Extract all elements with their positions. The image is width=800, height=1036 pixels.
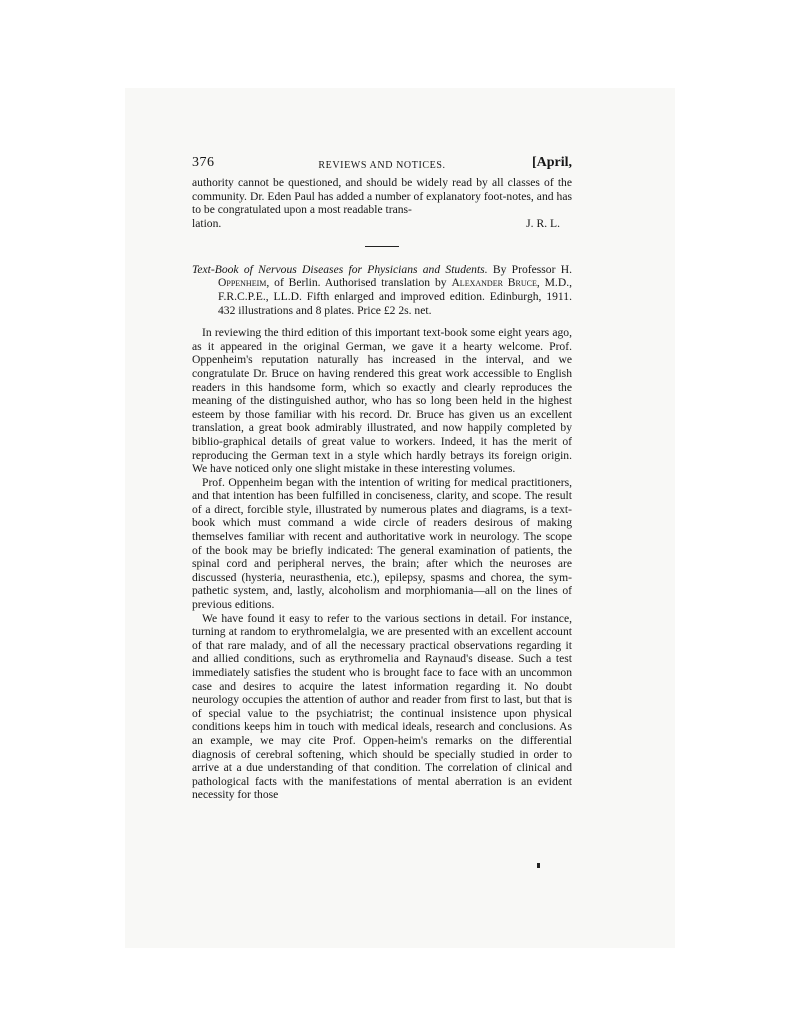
folio-mark xyxy=(537,863,540,868)
journal-page xyxy=(192,152,572,802)
book-author: Oppenheim xyxy=(218,276,267,290)
signature-line xyxy=(192,217,572,232)
issue-month: [April, xyxy=(531,155,572,170)
book-author-place: , of Berlin. Authorised translation by xyxy=(266,276,447,290)
page-number: 376 xyxy=(192,155,215,170)
previous-review-tail: lation. xyxy=(192,216,222,230)
review-paragraph-2: Prof. Oppenheim began with the intention of writing for medical practitioners, and that intention has been fulfilled in conciseness, clarity, and scope. The result of a direct, forcible style, illustrated by numerous plates and diagrams, is a text-book which must command a wide circle of readers desirous of making themselves familiar with recent and authoritative work in neurology. The scope of the book may be briefly indicated: The general examination of patients, the spinal cord and peripheral nerves, the brain; after which the neuroses are discussed (hysteria, neurasthenia, etc.), epilepsy, spasms and chorea, the sym-pathetic system, and, lastly, alcoholism and morphiomania—all on the lines of previous editions. xyxy=(192,475,572,612)
reviewer-initials: J. R. L. xyxy=(526,216,560,230)
book-by: By Professor H. xyxy=(492,262,572,276)
book-details: , M.D., F.R.C.P.E., LL.D. Fifth enlarged and improved edition. Edinburgh, 1911. 432 illustrations and 8 plates. Price £2 2s. net. xyxy=(218,276,572,317)
section-divider xyxy=(365,246,399,247)
section-title: REVIEWS AND NOTICES. xyxy=(318,160,446,171)
book-citation xyxy=(192,263,572,317)
review-paragraph-3: We have found it easy to refer to the various sections in detail. For instance, turning at random to erythromelalgia, we are presented with an excellent account of that rare malady, and of all the necessary practical observations regarding it and allied conditions, such as erythromelia and Raynaud's disease. Such a test immediately satisfies the student who is brought face to face with an uncommon case and desires to acquire the latest information regarding it. No doubt neurology occupies the attention of author and reader from first to last, but that is of special value to the psychiatrist; the continual insistence upon physical conditions keeps him in touch with medical ideals, research and conclusions. As an example, we may cite Prof. Oppen-heim's remarks on the differential diagnosis of cerebral softening, which should be specially studied in order to arrive at a due understanding of that condition. The correlation of clinical and pathological facts with the manifestations of mental aberration is an evident necessity for those xyxy=(192,611,572,802)
previous-review-closing: authority cannot be questioned, and should be widely read by all classes of the community. Dr. Eden Paul has added a number of explanatory foot-notes, and has to be congratulated upon a most readable trans- xyxy=(192,176,572,217)
review-paragraph-1: In reviewing the third edition of this important text-book some eight years ago, as it appeared in the original German, we gave it a hearty welcome. Prof. Oppenheim's reputation naturally has increased in the interval, and we congratulate Dr. Bruce on having rendered this great work accessible to English readers in this handsome form, which so exactly and clearly reproduces the meaning of the distinguished author, who has so long been held in the highest esteem by those familiar with his record. Dr. Bruce has given us an excellent translation, a great book admirably illustrated, and now happily completed by biblio-graphical details of great value to workers. Indeed, it has the merit of reproducing the German text in a style which hardly betrays its foreign origin. We have noticed only one slight mistake in these interesting volumes. xyxy=(192,326,572,476)
book-title: Text-Book of Nervous Diseases for Physicians and Students. xyxy=(192,262,488,276)
book-translator: Alexander Bruce xyxy=(451,276,537,290)
running-head xyxy=(192,152,572,174)
